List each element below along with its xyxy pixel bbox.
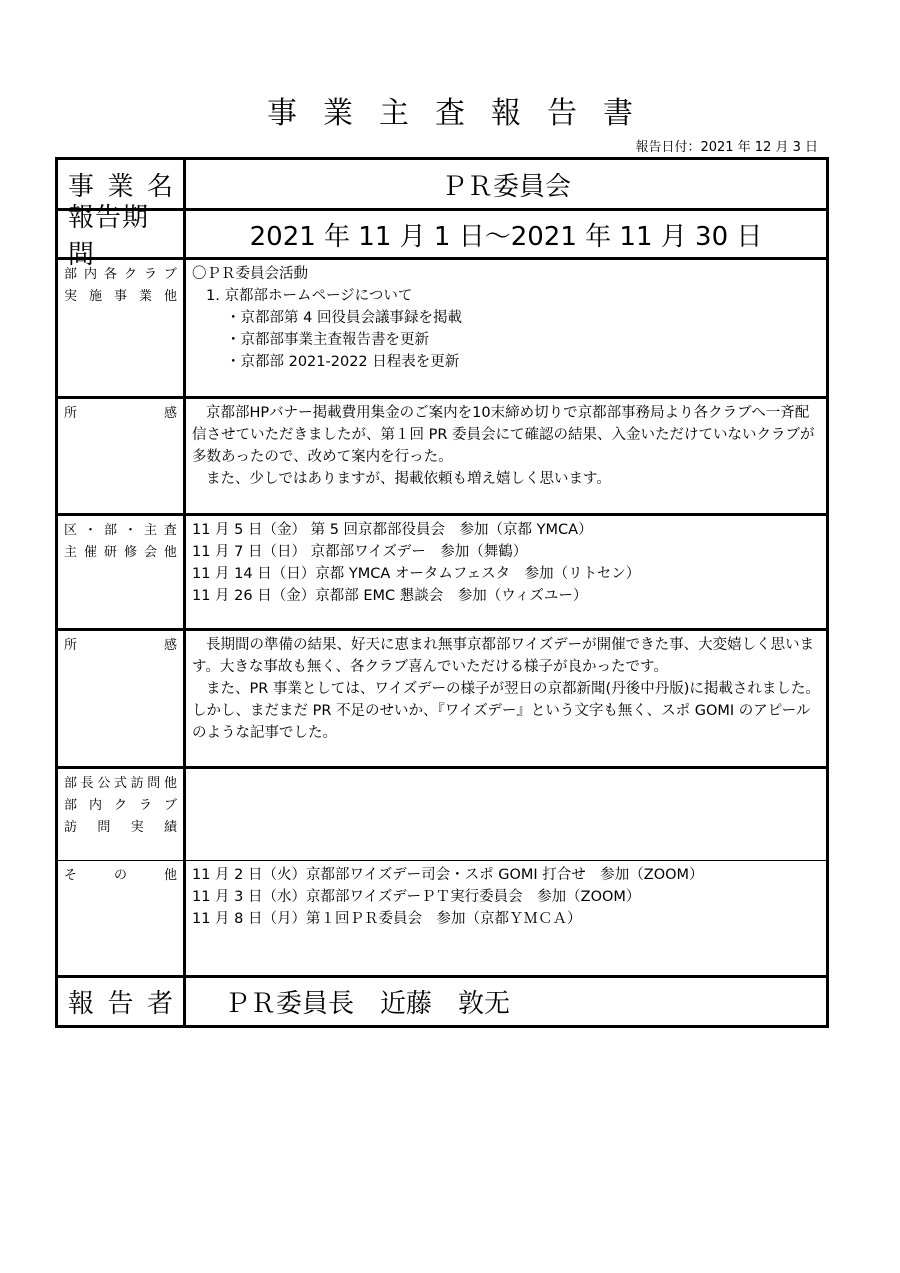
impression1-text (186, 399, 826, 490)
list-item: 11 月 14 日（日）京都 YMCA オータムフェスタ 参加（リトセン） (192, 566, 641, 582)
official-visits-label: 部 長 公 式 訪 問 他 部 内 ク ラ ブ 訪 問 実 績 (58, 769, 186, 860)
district-events-row (58, 516, 826, 631)
list-item: 1. 京都部ホームページについて (206, 288, 413, 304)
label-char: 業 (107, 171, 134, 202)
period-value: 2021 年 11 月 1 日～2021 年 11 月 30 日 (249, 221, 763, 252)
list-item: 11 月 3 日（水）京都部ワイズデーＰＴ実行委員会 参加（ZOOM） (192, 889, 641, 905)
label-char: 事 (68, 171, 95, 202)
impression1-label: 所 感 (58, 399, 186, 513)
event-name-row (58, 160, 826, 211)
district-events-label: 区 ・ 部 ・ 主 査 主 催 研 修 会 他 (58, 516, 186, 628)
list-item: 11 月 8 日（月）第１回ＰＲ委員会 参加（京都ＹＭＣＡ） (192, 911, 582, 927)
paragraph: 長期間の準備の結果、好天に恵まれ無事京都部ワイズデーが開催できた事、大変嬉しく思います。大きな事故も無く、各クラブ喜んでいただける様子が良かったです。 (192, 637, 815, 675)
district-events-text (186, 516, 826, 607)
paragraph: また、PR 事業としては、ワイズデーの様子が翌日の京都新聞(丹後中丹版)に掲載されました。しかし、まだまだ PR 不足のせいか、『ワイズデー』という文字も無く、スポ GOMI のアピールのような記事でした。 (192, 681, 820, 741)
label-char: 名 (146, 171, 173, 202)
list-item: 〇ＰＲ委員会活動 (192, 266, 308, 282)
club-activities-text (186, 260, 826, 373)
impression2-label: 所 感 (58, 631, 186, 766)
list-item: 11 月 26 日（金）京都部 EMC 懇談会 参加（ウィズユー） (192, 588, 588, 604)
official-visits-content (186, 769, 826, 860)
other-row (58, 861, 826, 978)
report-date: 報告日付：2021 年 12 月 3 日 (635, 140, 818, 155)
reporter-value: ＰＲ委員長 近藤 敦无 (224, 989, 511, 1019)
paragraph: 京都部HPバナー掲載費用集金のご案内を10末締め切りで京都部事務局より各クラブへ一斉配信させていただきましたが、第１回 PR 委員会にて確認の結果、入金いただけていないクラブが多数あったので、改めて案内を行った。 (192, 405, 815, 465)
reporter-label: 報 告 者 (58, 978, 186, 1025)
other-label: そ の 他 (58, 861, 186, 975)
list-item: ・京都部 2021-2022 日程表を更新 (226, 354, 460, 370)
paragraph: また、少しではありますが、掲載依頼も増え嬉しく思います。 (206, 471, 611, 487)
report-table (55, 157, 829, 1028)
period-row (58, 203, 826, 270)
document-title: 事業主査報告書 (267, 96, 659, 131)
reporter-row (58, 978, 826, 1025)
club-activities-label: 部 内 各 ク ラ ブ 実 施 事 業 他 (58, 260, 186, 396)
event-name-value: ＰＲ委員会 (440, 171, 571, 202)
list-item: ・京都部第 4 回役員会議事録を掲載 (226, 310, 462, 326)
official-visits-row (58, 769, 826, 861)
club-activities-row (58, 260, 826, 399)
list-item: 11 月 5 日（金） 第 5 回京都部役員会 参加（京都 YMCA） (192, 522, 593, 538)
impression2-row (58, 631, 826, 769)
list-item: 11 月 7 日（日） 京都部ワイズデー 参加（舞鶴） (192, 544, 528, 560)
other-text (186, 861, 826, 930)
impression1-row (58, 399, 826, 516)
list-item: 11 月 2 日（火）京都部ワイズデー司会・スポ GOMI 打合せ 参加（ZOOM） (192, 867, 704, 883)
list-item: ・京都部事業主査報告書を更新 (226, 332, 429, 348)
impression2-text (186, 631, 826, 744)
period-label: 報告期間 (58, 211, 186, 257)
